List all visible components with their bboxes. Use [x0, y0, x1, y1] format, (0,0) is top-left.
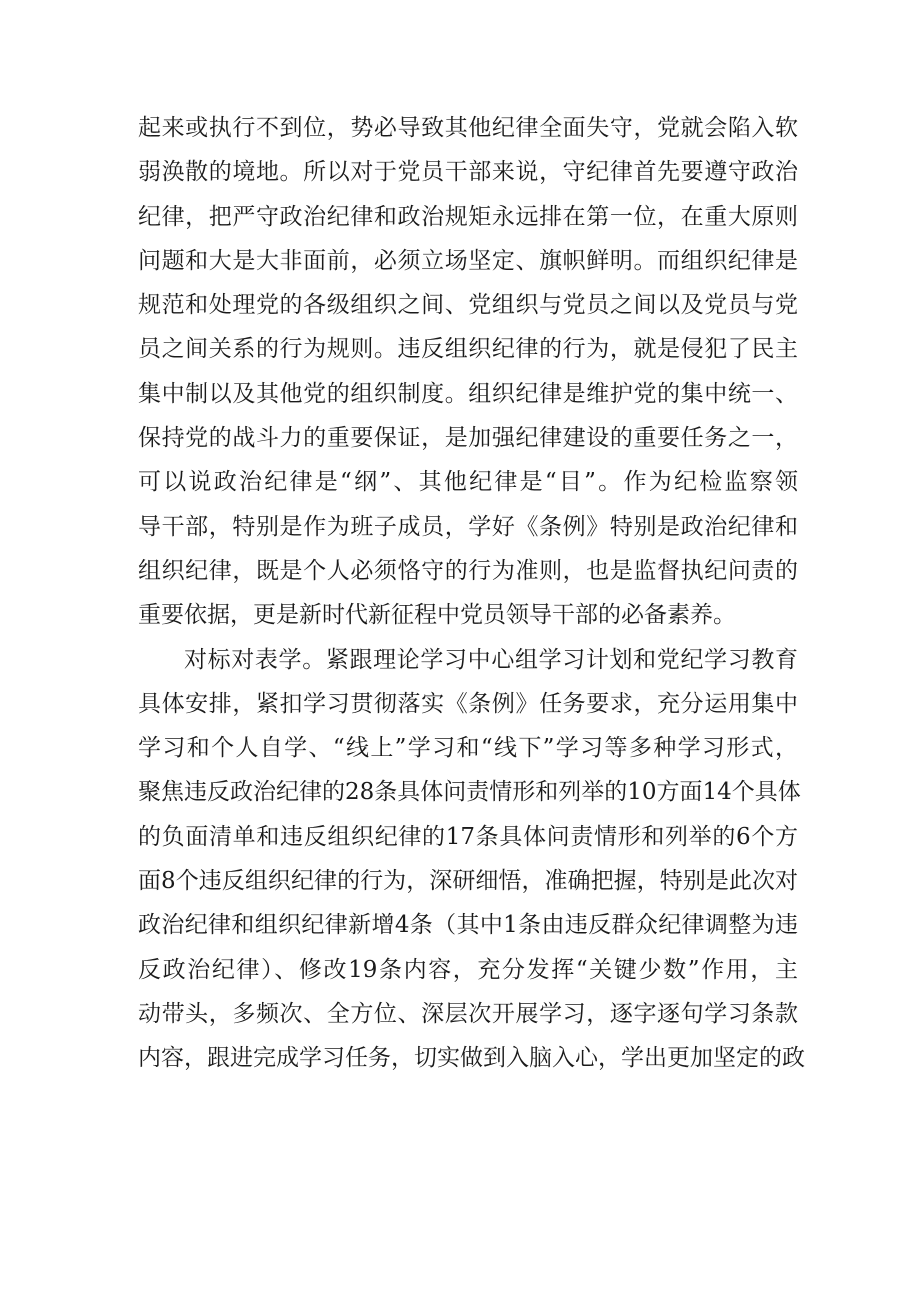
text-line: 内容，跟进完成学习任务，切实做到入脑入心，学出更加坚定的政 [138, 1045, 805, 1072]
text-line: 具体安排，紧扣学习贯彻落实《条例》任务要求，充分运用集中 [138, 690, 798, 717]
paragraph-1 [138, 106, 798, 638]
document-body [138, 106, 805, 1081]
text-line: 的负面清单和违反组织纪律的17条具体问责情形和列举的6个方 [138, 823, 798, 850]
text-line: 起来或执行不到位，势必导致其他纪律全面失守，党就会陷入软 [138, 115, 798, 141]
text-line: 规范和处理党的各级组织之间、党组织与党员之间以及党员与党 [138, 292, 798, 319]
text-line: 学习和个人自学、“线上”学习和“线下”学习等多种学习形式， [138, 735, 798, 762]
text-line: 集中制以及其他党的组织制度。组织纪律是维护党的集中统一、 [138, 380, 798, 407]
text-line: 导干部，特别是作为班子成员，学好《条例》特别是政治纪律和 [138, 513, 798, 540]
text-line: 组织纪律，既是个人必须恪守的行为准则，也是监督执纪问责的 [138, 557, 798, 584]
text-line: 纪律，把严守政治纪律和政治规矩永远排在第一位，在重大原则 [138, 203, 798, 230]
text-line: 重要依据，更是新时代新征程中党员领导干部的必备素养。 [138, 602, 736, 629]
text-line: 对标对表学。紧跟理论学习中心组学习计划和党纪学习教育 [184, 646, 798, 673]
text-line: 可以说政治纪律是“纲”、其他纪律是“目”。作为纪检监察领 [138, 469, 798, 496]
text-line: 面8个违反组织纪律的行为，深研细悟，准确把握，特别是此次对 [138, 868, 798, 895]
text-line: 聚焦违反政治纪律的28条具体问责情形和列举的10方面14个具体 [138, 779, 801, 806]
text-line: 弱涣散的境地。所以对于党员干部来说，守纪律首先要遵守政治 [138, 159, 798, 186]
text-line: 动带头，多频次、全方位、深层次开展学习，逐字逐句学习条款 [138, 1000, 798, 1027]
text-line: 保持党的战斗力的重要保证，是加强纪律建设的重要任务之一， [138, 425, 798, 452]
paragraph-2 [138, 638, 805, 1081]
text-line: 政治纪律和组织纪律新增4条（其中1条由违反群众纪律调整为违 [138, 912, 798, 939]
text-line: 问题和大是大非面前，必须立场坚定、旗帜鲜明。而组织纪律是 [138, 247, 798, 274]
text-line: 员之间关系的行为规则。违反组织纪律的行为，就是侵犯了民主 [138, 336, 798, 363]
text-line: 反政治纪律）、修改19条内容，充分发挥“关键少数”作用，主 [138, 956, 798, 983]
